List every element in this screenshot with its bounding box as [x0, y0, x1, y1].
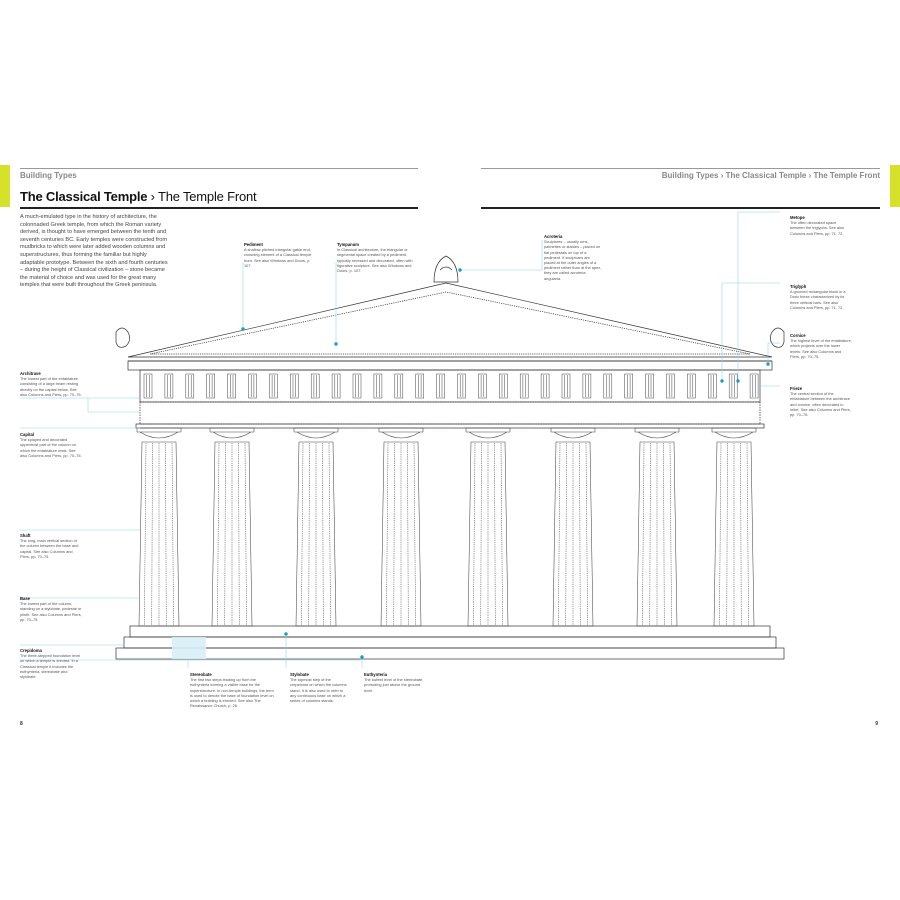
- triglyph: [583, 374, 591, 398]
- tympanum-outline: [150, 292, 750, 354]
- triglyph: [165, 374, 173, 398]
- triglyph: [750, 374, 758, 398]
- triglyph: [708, 374, 716, 398]
- title-separator: ›: [147, 189, 158, 204]
- annotation-base: Base The lowest part of the column, standing on a stylobate, pedestal or plinth. See also Columns and Piers, pp. 70–75.: [20, 596, 82, 622]
- annotation-stylobate: Stylobate The topmost step of the crepidoma on which the columns stand. It is also used to refer to any continuous base on which a series of columns stands.: [290, 672, 347, 704]
- annotation-cornice: Cornice The highest level of the entablature, which projects over the lower levels. See also Columns and Piers, pp. 70–75.: [790, 333, 852, 359]
- triglyph: [311, 374, 319, 398]
- triglyph: [625, 374, 633, 398]
- triglyph: [729, 374, 737, 398]
- stereobate-highlight: [172, 637, 206, 659]
- annotation-capital: Capital The splayed and decorated uppermost part of the column on which the entablature rests. See also Columns and Piers, pp. 70–75.: [20, 432, 82, 458]
- triglyph: [144, 374, 152, 398]
- frieze-triglyphs: [144, 374, 758, 398]
- annotation-architrave: Architrave The lowest part of the entablature consisting of a large beam resting directly on the capital below. See also Columns and Piers, pp. 70–75.: [20, 371, 82, 397]
- triglyph: [458, 374, 466, 398]
- column: [551, 428, 595, 626]
- annotation-crepidoma: Crepidoma The three-stepped foundation level on which a temple is erected. In a Classical temple it includes the euthynteria, stereobate and stylobate.: [20, 648, 81, 680]
- triglyph: [416, 374, 424, 398]
- triglyph: [374, 374, 382, 398]
- annotation-triglyph: Triglyph A grooved rectangular block in a Doric frieze characterized by its three vertical bars. See also Columns and Piers, pp. 71, 72.: [790, 284, 846, 310]
- triglyph: [499, 374, 507, 398]
- annotation-acroteria: Acroteria Sculptures – usually urns, palmettes or statues – placed on flat pedestals on top of a pediment. If sculptures are placed at the outer angles of a pediment rather than at the apex, they are called acroteria angularia.: [544, 234, 602, 281]
- triglyph: [562, 374, 570, 398]
- page-number-left: 8: [20, 721, 23, 727]
- triglyph: [290, 374, 298, 398]
- column: [635, 428, 679, 626]
- triglyph: [520, 374, 528, 398]
- triglyph: [541, 374, 549, 398]
- column: [466, 428, 510, 626]
- page-number-right: 9: [875, 721, 878, 727]
- left-running-header: Building Types: [20, 171, 77, 180]
- column: [210, 428, 254, 626]
- triglyph: [228, 374, 236, 398]
- triglyph: [353, 374, 361, 398]
- stylobate: [130, 626, 770, 637]
- triglyph: [186, 374, 194, 398]
- triglyph: [207, 374, 215, 398]
- right-running-header: Building Types › The Classical Temple › The Temple Front: [661, 171, 880, 180]
- columns: [137, 428, 756, 626]
- triglyph: [478, 374, 486, 398]
- triglyph: [269, 374, 277, 398]
- title-main: The Classical Temple: [20, 189, 148, 204]
- triglyph: [332, 374, 340, 398]
- annotation-pediment: Pediment A shallow-pitched triangular gable end, crowning element of a Classical temple front. See also Windows and Doors, p. 107.: [244, 242, 312, 268]
- acroterion-apex: [434, 256, 458, 282]
- architrave: [140, 402, 760, 424]
- cornice: [128, 361, 772, 370]
- intro-paragraph: A much-emulated type in the history of architecture, the colonnaded Greek temple, from which the Roman variety derived, is thought to have emerged between the tenth and seventh centuries BC. Early temples were constructed from mudbricks to which were later added wooden columns and superstructures, thus forming the familiar but highly adaptable prototype. Between the sixth and fourth centuries – during the height of Classical civilization – stone became the material of choice and was used for the great many temples that were built throughout the Greek peninsula.: [20, 214, 168, 289]
- triglyph: [667, 374, 675, 398]
- triglyph: [249, 374, 257, 398]
- annotation-tympanum: Tympanum In Classical architecture, the triangular or segmental space created by a pediment, typically recessed and decorated, often with figurative sculpture. See also Windows and Doors, p. 107.: [337, 242, 413, 274]
- annotation-frieze: Frieze The central section of the entablature between the architrave and cornice, often decorated in relief. See also Columns and Piers, pp. 70–75.: [790, 386, 851, 418]
- acroterion-right: [770, 328, 784, 347]
- triglyph: [687, 374, 695, 398]
- triglyph: [646, 374, 654, 398]
- pediment-outline: [128, 283, 772, 357]
- column: [294, 428, 338, 626]
- annotation-stereobate: Stereobate The first two steps leading up from the euthynteria forming a visible base for the superstructure. In non-temple buildings, the term is used to denote the base of foundation level on which a building is erected. See also The Renaissance Church, p. 26.: [190, 672, 274, 709]
- annotation-metope: Metope The often decorated space between the triglyphs. See also Columns and Piers, pp. 71, 72.: [790, 215, 845, 236]
- euthynteria: [116, 648, 784, 659]
- column: [137, 428, 181, 626]
- triglyph: [604, 374, 612, 398]
- triglyph: [437, 374, 445, 398]
- acroterion-left: [116, 328, 130, 347]
- annotation-euthynteria: Euthynteria The lowest level of the stereobate, protruding just above the ground level.: [364, 672, 424, 693]
- triglyph: [395, 374, 403, 398]
- title-sub: The Temple Front: [157, 189, 257, 204]
- stereobate: [124, 637, 776, 648]
- column: [712, 428, 756, 626]
- column: [379, 428, 423, 626]
- annotation-shaft: Shaft The long, main vertical section of the column between the base and capital. See also Columns and Piers, pp. 70–75.: [20, 533, 79, 559]
